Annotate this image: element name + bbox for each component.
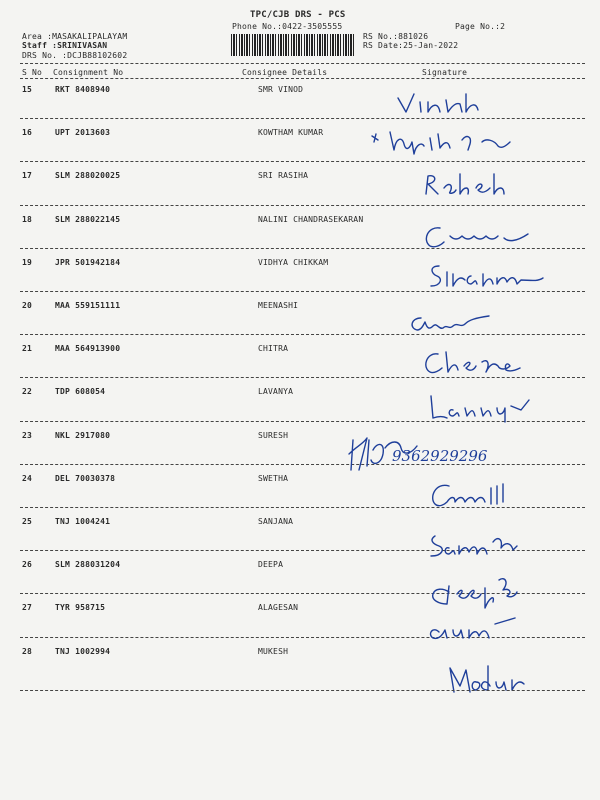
- divider: [20, 334, 585, 335]
- row-consignment-no: MAA 559151111: [55, 301, 121, 310]
- divider: [20, 78, 585, 79]
- row-consignee: ALAGESAN: [258, 603, 299, 613]
- row-consignment-no: TNJ 1004241: [55, 517, 111, 526]
- signature-row-20: [405, 310, 495, 334]
- rs-date: RS Date:25-Jan-2022: [363, 41, 459, 50]
- table-row: [0, 85, 600, 129]
- row-consignment-no: MAA 564913900: [55, 344, 121, 354]
- row-sno: 18: [22, 214, 33, 224]
- area-label: Area :MASAKALIPALAYAM: [22, 32, 128, 41]
- signature-row-16: [368, 128, 528, 158]
- row-consignment-no: SLM 288022145: [55, 214, 121, 224]
- row-consignment-no: SLM 288031204: [55, 560, 121, 570]
- signature-row-15: [390, 88, 510, 118]
- row-consignee: KOWTHAM KUMAR: [258, 128, 324, 138]
- row-consignment-no: UPT 2013603: [55, 128, 111, 138]
- sheet-title: TPC/CJB DRS - PCS: [250, 10, 346, 20]
- phone-number: Phone No.:0422-3505555: [232, 22, 343, 31]
- row-sno: 16: [22, 128, 33, 138]
- row-consignment-no: DEL 70030378: [55, 473, 116, 483]
- divider: [20, 205, 585, 206]
- row-consignment-no: TYR 958715: [55, 603, 106, 613]
- row-sno: 23: [22, 430, 33, 440]
- row-consignee: SMR VINOD: [258, 85, 304, 94]
- signature-row-27: [425, 612, 535, 642]
- signature-row-21: [420, 348, 530, 378]
- row-sno: 24: [22, 473, 33, 483]
- row-consignee: MEENASHI: [258, 301, 299, 310]
- row-consignee: CHITRA: [258, 344, 289, 354]
- row-sno: 17: [22, 171, 33, 181]
- row-sno: 28: [22, 646, 33, 656]
- signature-row-18: [420, 222, 540, 252]
- row-consignment-no: TDP 608054: [55, 387, 106, 397]
- row-consignee: LAVANYA: [258, 387, 294, 397]
- divider: [20, 464, 585, 465]
- row-consignment-no: RKT 8408940: [55, 85, 111, 94]
- signature-row-22: [425, 392, 535, 422]
- signature-row-23-phone: 9362929296: [392, 447, 488, 465]
- column-header-sno: S No: [22, 68, 43, 77]
- table-row: [0, 301, 600, 345]
- row-sno: 27: [22, 603, 33, 613]
- divider: [20, 690, 585, 691]
- row-sno: 20: [22, 301, 33, 310]
- row-consignment-no: JPR 501942184: [55, 257, 121, 267]
- row-sno: 26: [22, 560, 33, 570]
- row-sno: 15: [22, 85, 33, 94]
- row-consignee: DEEPA: [258, 560, 284, 570]
- column-header-signature: Signature: [422, 68, 468, 77]
- row-consignment-no: SLM 288020025: [55, 171, 121, 181]
- row-consignee: SRI RASIHA: [258, 171, 309, 181]
- row-sno: 25: [22, 517, 33, 526]
- row-consignment-no: NKL 2917080: [55, 430, 111, 440]
- row-sno: 22: [22, 387, 33, 397]
- column-header-consignment: Consignment No: [53, 68, 124, 77]
- row-consignee: MUKESH: [258, 646, 289, 656]
- page-number: Page No.:2: [455, 22, 506, 31]
- barcode: [231, 34, 356, 56]
- row-consignee: SANJANA: [258, 517, 294, 526]
- row-consignee: SWETHA: [258, 473, 289, 483]
- signature-row-28: [440, 662, 550, 698]
- staff-label: Staff :SRINIVASAN: [22, 41, 108, 50]
- signature-row-19: [425, 260, 555, 292]
- signature-row-26: [425, 572, 525, 608]
- row-consignee: NALINI CHANDRASEKARAN: [258, 214, 364, 224]
- signature-row-25: [425, 528, 535, 560]
- signature-row-17: [420, 170, 530, 200]
- row-consignee: SURESH: [258, 430, 289, 440]
- rs-number: RS No.:881026: [363, 32, 429, 41]
- table-row: [0, 431, 600, 475]
- row-consignee: VIDHYA CHIKKAM: [258, 257, 329, 267]
- row-sno: 19: [22, 257, 33, 267]
- signature-row-24: [425, 480, 535, 510]
- divider: [20, 118, 585, 119]
- divider: [20, 63, 585, 64]
- row-consignment-no: TNJ 1002994: [55, 646, 111, 656]
- column-header-consignee: Consignee Details: [242, 68, 328, 77]
- drs-number: DRS No. :DCJB88102602: [22, 51, 128, 60]
- row-sno: 21: [22, 344, 33, 354]
- divider: [20, 161, 585, 162]
